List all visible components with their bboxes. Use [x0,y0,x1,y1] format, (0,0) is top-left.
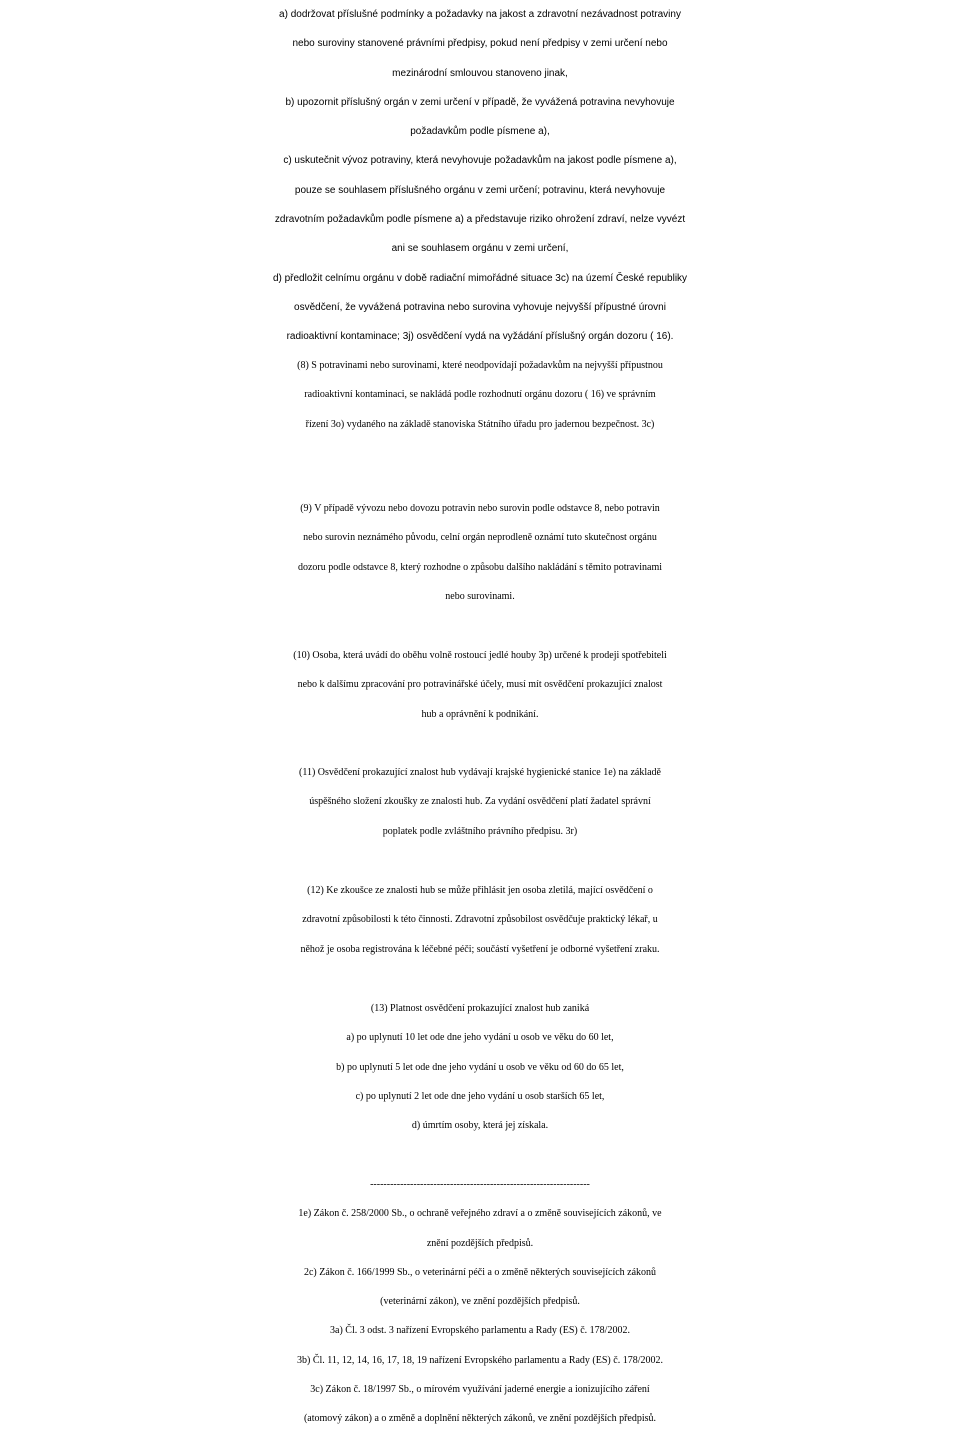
paragraph-line: c) po uplynutí 2 let ode dne jeho vydání u osob starších 65 let, [355,1090,605,1102]
footnotes [0,1170,960,1434]
paragraph-line: radioaktivní kontaminaci, se nakládá podle rozhodnutí orgánu dozoru ( 16) ve správním [304,389,656,401]
paragraph-line: (13) Platnost osvědčení prokazující znalost hub zaniká [370,1003,590,1014]
paragraph-9 [0,494,960,611]
footnote-line: (atomový zákon) a o změně a doplnění některých zákonů, ve znění pozdějších předpisů. [303,1413,657,1425]
paragraph-13 [0,994,960,1140]
export-obligations-list [0,0,960,352]
paragraph-8 [0,351,960,439]
footnote-line: 3a) Čl. 3 odst. 3 nařízení Evropského parlamentu a Rady (ES) č. 178/2002. [330,1325,630,1337]
paragraph-line: něhož je osoba registrována k léčebné péči; součástí vyšetření je odborné vyšetření zraku. [300,943,660,955]
paragraph-line: (9) V případě vývozu nebo dovozu potravin nebo surovin podle odstavce 8, nebo potravin [300,503,660,514]
footnote-line: 3c) Zákon č. 18/1997 Sb., o mírovém využívání jaderné energie a ionizujícího záření [310,1384,650,1396]
paragraph-line: nebo k dalšímu zpracování pro potravinářské účely, musí mít osvědčení prokazující znalost [297,679,663,691]
paragraph-line: úspěšného složení zkoušky ze znalosti hub. Za vydání osvědčení platí žadatel správní [309,796,651,808]
paragraph-12 [0,876,960,964]
footnote-line: znění pozdějších předpisů. [426,1237,534,1249]
letters-line: c) uskutečnit vývoz potraviny, která nevyhovuje požadavkům na jakost podle písmene a), [283,155,677,167]
paragraph-line: b) po uplynutí 5 let ode dne jeho vydání u osob ve věku od 60 do 65 let, [336,1061,624,1073]
paragraph-line: řízení 3o) vydaného na základě stanoviska Státního úřadu pro jadernou bezpečnost. 3c) [305,418,655,430]
letters-line: mezinárodní smlouvou stanoveno jinak, [392,67,568,79]
paragraph-line: poplatek podle zvláštního právního předpisu. 3r) [382,825,578,837]
footnote-line: (veterinární zákon), ve znění pozdějších předpisů. [380,1296,580,1308]
letters-line: radioaktivní kontaminace; 3j) osvědčení vydá na vyžádání příslušný orgán dozoru ( 16). [286,331,674,343]
letters-line: požadavkům podle písmene a), [410,126,550,138]
paragraph-10 [0,641,960,729]
letters-line: d) předložit celnímu orgánu v době radiační mimořádné situace 3c) na území České republiky [272,272,688,284]
letters-line: nebo suroviny stanovené právními předpisy, pokud není předpisy v zemi určení nebo [292,38,668,50]
paragraph-line: nebo surovinami. [445,590,515,602]
paragraph-line: a) po uplynutí 10 let ode dne jeho vydání u osob ve věku do 60 let, [346,1032,614,1044]
letters-line: ani se souhlasem orgánu v zemi určení, [391,243,569,255]
footnote-line: 3b) Čl. 11, 12, 14, 16, 17, 18, 19 nařízení Evropského parlamentu a Rady (ES) č. 178/2002. [297,1354,663,1366]
paragraph-line: (10) Osoba, která uvádí do oběhu volně rostoucí jedlé houby 3p) určené k prodeji spotřebiteli [293,650,667,661]
letters-line: pouze se souhlasem příslušného orgánu v zemi určení; potravinu, která nevyhovuje [294,184,666,196]
paragraph-line: hub a oprávnění k podnikání. [421,708,539,720]
letters-line: a) dodržovat příslušné podmínky a požadavky na jakost a zdravotní nezávadnost potraviny [279,9,681,20]
paragraph-line: nebo surovin neznámého původu, celní orgán neprodleně oznámí tuto skutečnost orgánu [303,532,657,544]
paragraph-line: (12) Ke zkoušce ze znalosti hub se může přihlásit jen osoba zletilá, mající osvědčení o [307,885,653,896]
paragraph-line: dozoru podle odstavce 8, který rozhodne o způsobu dalšího nakládání s těmito potravinami [297,561,663,573]
footnote-separator: ------------------------------------------------------------------ [370,1179,590,1190]
letters-line: zdravotním požadavkům podle písmene a) a představuje riziko ohrožení zdraví, nelze vyvézt [274,214,686,226]
paragraph-line: (8) S potravinami nebo surovinami, které neodpovídají požadavkům na nejvyšší přípustnou [297,360,663,371]
paragraph-line: zdravotní způsobilosti k této činnosti. Zdravotní způsobilost osvědčuje praktický lékař, u [302,914,658,926]
letters-line: osvědčení, že vyvážená potravina nebo surovina vyhovuje nejvyšší přípustné úrovni [294,301,666,313]
paragraph-line: d) úmrtím osoby, která jej získala. [411,1120,549,1132]
paragraph-11 [0,758,960,846]
footnote-line: 1e) Zákon č. 258/2000 Sb., o ochraně veřejného zdraví a o změně souvisejících zákonů, ve [298,1208,662,1220]
letters-line: b) upozornit příslušný orgán v zemi určení v případě, že vyvážená potravina nevyhovuje [285,96,675,108]
paragraph-line: (11) Osvědčení prokazující znalost hub vydávají krajské hygienické stanice 1e) na základě [299,767,661,778]
footnote-line: 2c) Zákon č. 166/1999 Sb., o veterinární péči a o změně některých souvisejících zákonů [303,1266,657,1278]
